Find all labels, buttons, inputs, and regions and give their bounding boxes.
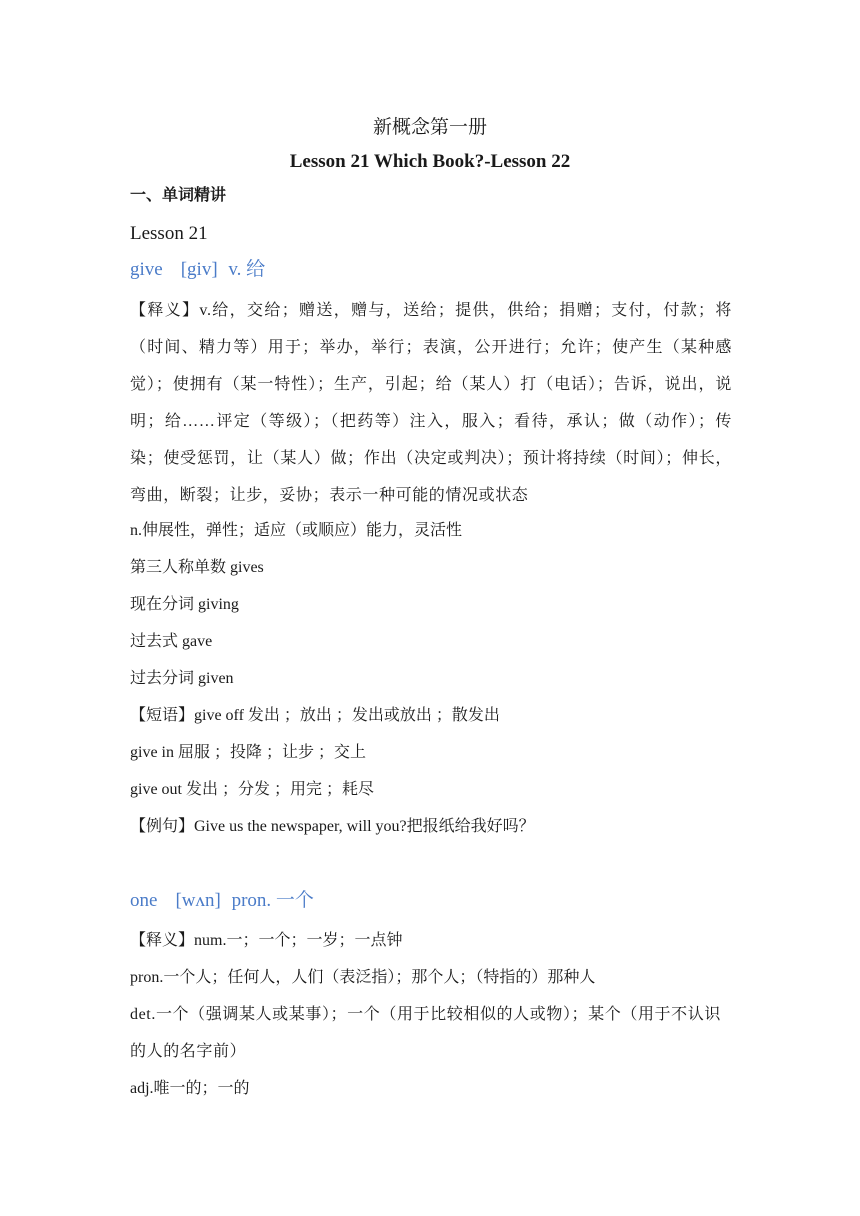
document-title: 新概念第一册 <box>372 117 487 138</box>
lesson-label: Lesson 21 <box>130 223 208 244</box>
definition-line-one: adj.唯一的；一的 <box>130 1080 250 1097</box>
definition-line-one: det.一个（强调某人或某事）；一个（用于比较相似的人或物）；某个（用于不认识的人的名字前） <box>130 1006 721 1060</box>
word-form-past-participle: 过去分词 given <box>130 670 234 687</box>
definition-line-one: pron.一个人；任何人，人们（表泛指）；那个人；（特指的）那种人 <box>130 969 596 986</box>
phrase-item: give out 发出 ；分发 ；用完 ；耗尽 <box>130 781 374 798</box>
phonetic: [giv] <box>180 259 218 280</box>
definition-paragraph-give: 【释义】v.给，交给；赠送，赠与，送给；提供，供给；捐赠；支付，付款；将（时间、精力等）用于；举办，举行；表演，公开进行；允许；使产生（某种感觉）；使拥有（某一特性）；生产，引起；给（某人）打（电话）；告诉，说出，说明；给……评定（等级）；（把药等）注入，服入；看待，承认；做（动作）；传染；使受惩罚，让（某人）做；作出（决定或判决）；预计将持续（时间）；伸长，弯曲，断裂；让步，妥协；表示一种可能的情况或状态 <box>130 302 732 504</box>
word-form-past-tense: 过去式 gave <box>130 633 213 650</box>
example-sentence-give: 【例句】Give us the newspaper, will you?把报纸给我好吗？ <box>130 818 535 835</box>
noun-definition-give: n.伸展性，弹性；适应（或顺应）能力，灵活性 <box>130 522 463 539</box>
word-form-present-participle: 现在分词 giving <box>130 596 239 613</box>
part-of-speech-meaning: v. 给 <box>228 259 266 280</box>
phonetic: [wʌn] <box>175 890 221 911</box>
headword: give <box>130 259 163 280</box>
word-form-third-person: 第三人称单数 gives <box>130 559 264 576</box>
document-subtitle: Lesson 21 Which Book?-Lesson 22 <box>289 151 571 172</box>
word-heading-one <box>130 889 314 913</box>
phrase-item: 【短语】give off 发出 ；放出 ；发出或放出 ；散发出 <box>130 707 500 724</box>
section-heading: 一、单词精讲 <box>130 187 227 204</box>
word-heading-give <box>130 258 265 282</box>
definition-line-one: 【释义】num.一；一个；一岁；一点钟 <box>130 932 403 949</box>
headword: one <box>130 890 158 911</box>
part-of-speech-meaning: pron. 一个 <box>231 890 314 911</box>
phrase-item: give in 屈服 ；投降 ；让步 ；交上 <box>130 744 366 761</box>
